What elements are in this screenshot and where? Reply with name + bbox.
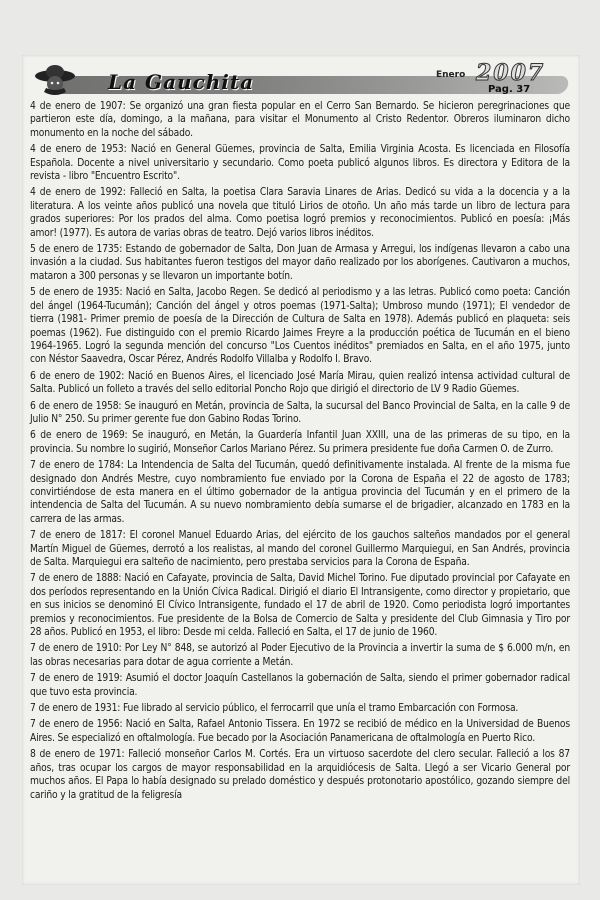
- entry-text: Se organizó una gran fiesta popular en el Cerro San Bernardo. Se hicieron peregrinaciones que partieron este día, domingo, a la mañana, para visitar el Monumento al Cristo Redentor. Obreros iluminaron dicho monumento en la noche del sábado.: [30, 101, 570, 139]
- entry-text: Estando de gobernador de Salta, Don Juan de Armasa y Arregui, los indígenas llevaron a cabo una invasión a la ciudad. Sus habitantes fueron testigos del mayor daño realizado por los aborígenes. Cautivaron a muchos, mataron a 300 personas y se llevaron un importante botín.: [30, 244, 571, 282]
- gaucho-logo-icon: [30, 62, 80, 98]
- entry-date: 4 de enero de 1992:: [30, 187, 126, 199]
- entry-date: 6 de enero de 1902:: [30, 370, 125, 382]
- entry: [30, 243, 570, 283]
- entry: [30, 286, 570, 366]
- entry-text: Nació en Buenos Aires, el licenciado José María Mirau, quien realizó intensa actividad cultural de Salta. Publicó un folleto a través del sello editorial Poncho Rojo que dirigió el directorio de LV 9 Radio Güemes.: [30, 370, 570, 396]
- entry-text: Falleció en Salta, la poetisa Clara Saravia Linares de Arias. Dedicó su vida a la docencia y a la literatura. A los veinte años publicó una novela que tituló Lirios de otoño. Un año más tarde un libro de lectura para grados superiores: Por los prados del alma. Como poetisa logró premios y reconocimientos. Publicó en poesía: ¡Más amor! (1977). Es autora de varias obras de teatro. Dejó varios libros inéditos.: [30, 187, 570, 239]
- entry: [30, 572, 570, 639]
- entry: [30, 143, 570, 183]
- entry-text: La Intendencia de Salta del Tucumán, quedó definitivamente instalada. Al frente de la misma fue designado don Andrés Mestre, cuyo nombramiento fue enviado por la Corona de España el 22 de agosto de 1783; convirtiéndose de esta manera en el último gobernador de la antigua provincia del Tucumán y en el primero de la intendencia de Salta del Tucumán. A su nuevo nombramiento debía sumarse el de brigadier, alcanzado en 1783 en la carrera de las armas.: [30, 460, 571, 525]
- entry-date: 7 de enero de 1956:: [30, 719, 123, 731]
- entry-date: 8 de enero de 1971:: [30, 749, 125, 761]
- entry-date: 5 de enero de 1735:: [30, 244, 123, 256]
- entry-text: Nació en General Güemes, provincia de Salta, Emilia Virginia Acosta. Es licenciada en Filosofía Española. Docente a nivel universitario y secundario. Como poeta publicó algunos libros. Es directora y Editora de la revista - libro "Encuentro Escrito".: [30, 144, 570, 183]
- magazine-title: La Gauchita: [108, 70, 255, 94]
- page-header: [28, 62, 570, 98]
- entry-date: 7 de enero de 1931:: [30, 703, 121, 715]
- entry-text: Falleció monseñor Carlos M. Cortés. Era un virtuoso sacerdote del clero secular. Falleció a los 87 años, tras ocupar los cargos de mayor responsabilidad en la arquidiócesis de Salta. Llegó a ser Vicario General por muchos años. El Papa lo había designado su prelado doméstico y después protonotario apostólico, gozando siempre del cariño y la gratitud de la feligresía: [30, 749, 570, 801]
- entry: [30, 748, 570, 802]
- entry: [30, 459, 570, 526]
- entry: [30, 672, 570, 699]
- entry-date: 7 de enero de 1910:: [30, 643, 122, 655]
- entry: [30, 370, 570, 397]
- entry-text: Nació en Salta, Jacobo Regen. Se dedicó al periodismo y a las letras. Publicó como poeta: Canción del ángel (1964-Tucumán); Canción del ángel y otros poemas (1971-Salta); Umbroso mundo (1971); El vendedor de tierra (1981- Primer premio de poesía de la Dirección de Cultura de Salta en 1978). Además publicó en plaqueta: seis poemas (1962). Fue distinguido con el premio Ricardo Jaimes Freyre a la producción poética de Tucumán en el bieno 1964-1965. Logró la segunda mención del concurso "Los Cuentos inéditos" premiados en Salta, en el año 1975, junto con Néstor Saavedra, Oscar Pérez, Andrés Rodolfo Villalba y Rodolfo I. Bravo.: [30, 287, 570, 366]
- entry: [30, 186, 570, 240]
- entry-date: 7 de enero de 1817:: [30, 530, 126, 542]
- entry-text: Asumió el doctor Joaquín Castellanos la gobernación de Salta, siendo el primer gobernador radical que tuvo esta provincia.: [30, 673, 570, 698]
- entry-text: Se inauguró, en Metán, la Guardería Infantil Juan XXIII, una de las primeras de su tipo, en la provincia. Su nombre lo sugirió, Monseñor Carlos Mariano Pérez. Su primera presidente fue doña Carmen O. de Zurro.: [30, 430, 570, 455]
- entry-date: 7 de enero de 1919:: [30, 673, 123, 685]
- entry-text: Nació en Salta, Rafael Antonio Tissera. En 1972 se recibió de médico en la Universidad de Buenos Aires. Se especializó en oftalmología. Fue becado por la Asociación Panamericana de oftalmología en Puerto Rico.: [30, 719, 571, 744]
- entry: [30, 529, 570, 569]
- entry: [30, 100, 570, 140]
- entry-text: Fue librado al servicio público, el ferrocarril que unía el tramo Embarcación con Formosa.: [122, 703, 519, 715]
- entry: [30, 400, 570, 427]
- entry-text: Por Ley N° 848, se autorizó al Poder Ejecutivo de la Provincia a invertir la suma de $ 6.000 m/n, en las obras necesarias para dotar de agua corriente a Metán.: [30, 643, 570, 668]
- entry-date: 7 de enero de 1784:: [30, 460, 124, 472]
- entry-date: 4 de enero de 1953:: [30, 144, 127, 156]
- entry-text: Nació en Cafayate, provincia de Salta, David Michel Torino. Fue diputado provincial por Cafayate en dos períodos representando en la Unión Cívica Radical. Dirigió el diario El Intransigente, como director y propietario, que en sus inicios se denominó El Cívico Intransigente, fundado el 17 de abril de 1920. Como periodista logró importantes premios y reconocimientos. Fue presidente de la Bolsa de Comercio de Salta y presidente del Club Gimnasia y Tiro por 28 años. Publicó en 1953, el libro: Desde mi celda. Falleció en Salta, el 17 de junio de 1960.: [30, 573, 570, 639]
- entry-text: Se inauguró en Metán, provincia de Salta, la sucursal del Banco Provincial de Salta, en la calle 9 de Julio N° 250. Su primer gerente fue don Gabino Rodas Torino.: [30, 400, 570, 425]
- entry-date: 7 de enero de 1888:: [30, 573, 122, 585]
- page-number: Pag. 37: [488, 84, 531, 95]
- entry: [30, 429, 570, 456]
- ephemerides-list: [30, 100, 570, 805]
- entry-date: 4 de enero de 1907:: [30, 101, 126, 112]
- entry-date: 5 de enero de 1935:: [30, 287, 123, 299]
- issue-month: Enero: [436, 70, 466, 80]
- entry: [30, 718, 570, 745]
- entry: [30, 702, 570, 715]
- issue-year: 2007: [476, 60, 546, 86]
- entry-date: 6 de enero de 1969:: [30, 430, 128, 442]
- entry: [30, 642, 570, 669]
- entry-date: 6 de enero de 1958:: [30, 400, 122, 412]
- entry-text: El coronel Manuel Eduardo Arias, del ejército de los gauchos salteños mandados por el general Martín Miguel de Güemes, derrotó a los realistas, al mando del coronel Guillermo Marquiegui, en San Andrés, provincia de Salta. Marquiegui era salteño de nacimiento, pero prestaba servicios para la Corona de España.: [30, 530, 570, 568]
